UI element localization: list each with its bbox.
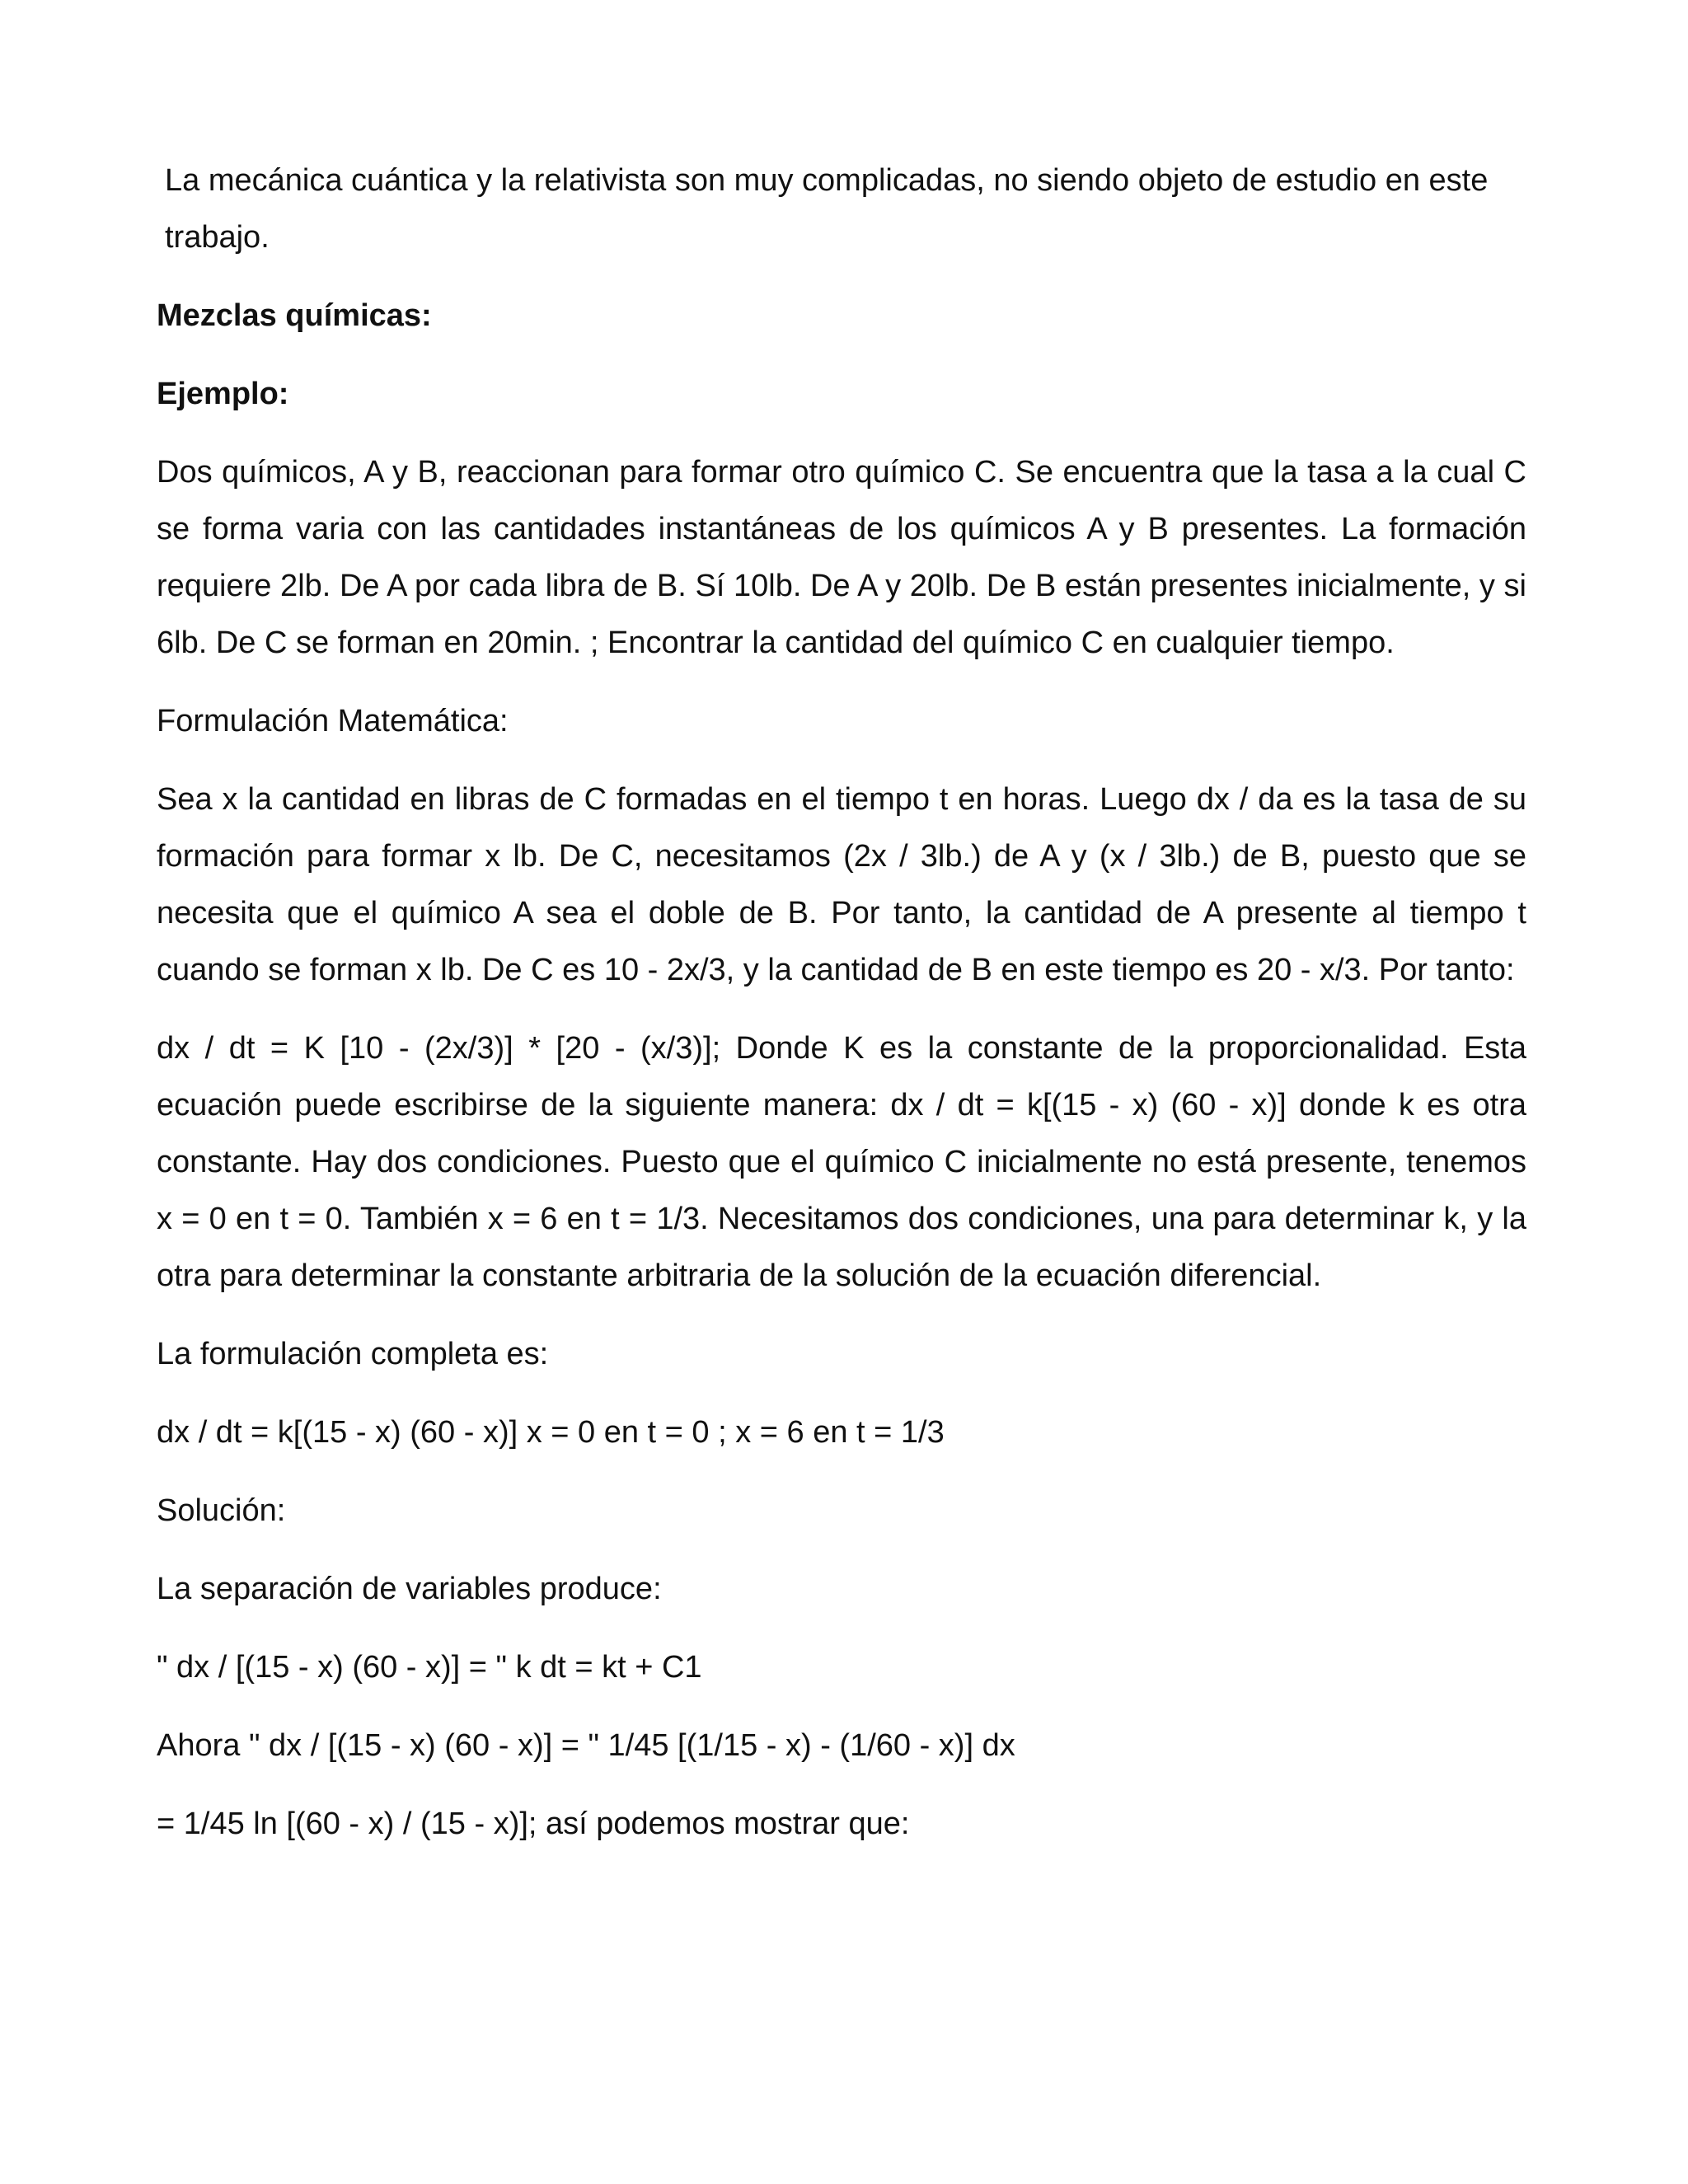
integral-line-1: " dx / [(15 - x) (60 - x)] = " k dt = kt + C1: [157, 1650, 702, 1685]
example-heading: Ejemplo:: [157, 377, 289, 411]
document-page: [157, 152, 1526, 1853]
integral-line-2: Ahora " dx / [(15 - x) (60 - x)] = " 1/45 [(1/15 - x) - (1/60 - x)] dx: [157, 1728, 1015, 1763]
problem-paragraph: Dos químicos, A y B, reaccionan para formar otro químico C. Se encuentra que la tasa a la cual C se forma varia con las cantidades instantáneas de los químicos A y B presentes. La formación requiere 2lb. De A por cada libra de B. Sí 10lb. De A y 20lb. De B están presentes inicialmente, y si 6lb. De C se forman en 20min. ; Encontrar la cantidad del químico C en cualquier tiempo.: [157, 455, 1526, 660]
equation-paragraph: dx / dt = K [10 - (2x/3)] * [20 - (x/3)]; Donde K es la constante de la proporcionalidad. Esta ecuación puede escribirse de la siguiente manera: dx / dt = k[(15 - x) (60 - x)] donde k es otra constante. Hay dos condiciones. Puesto que el químico C inicialmente no está presente, tenemos x = 0 en t = 0. También x = 6 en t = 1/3. Necesitamos dos condiciones, una para determinar k, y la otra para determinar la constante arbitraria de la solución de la ecuación diferencial.: [157, 1031, 1526, 1293]
complete-formulation-label: La formulación completa es:: [157, 1337, 549, 1371]
separation-label: La separación de variables produce:: [157, 1572, 662, 1606]
integral-line-3: = 1/45 ln [(60 - x) / (15 - x)]; así podemos mostrar que:: [157, 1807, 910, 1841]
formulation-label: Formulación Matemática:: [157, 704, 509, 738]
solution-label: Solución:: [157, 1493, 286, 1528]
section-heading-mezclas: Mezclas químicas:: [157, 298, 432, 333]
intro-paragraph: La mecánica cuántica y la relativista son muy complicadas, no siendo objeto de estudio en este trabajo.: [165, 163, 1489, 255]
complete-formulation-equation: dx / dt = k[(15 - x) (60 - x)] x = 0 en t = 0 ; x = 6 en t = 1/3: [157, 1415, 945, 1450]
definition-paragraph: Sea x la cantidad en libras de C formadas en el tiempo t en horas. Luego dx / da es la tasa de su formación para formar x lb. De C, necesitamos (2x / 3lb.) de A y (x / 3lb.) de B, puesto que se necesita que el químico A sea el doble de B. Por tanto, la cantidad de A presente al tiempo t cuando se forman x lb. De C es 10 - 2x/3, y la cantidad de B en este tiempo es 20 - x/3. Por tanto:: [157, 782, 1526, 987]
